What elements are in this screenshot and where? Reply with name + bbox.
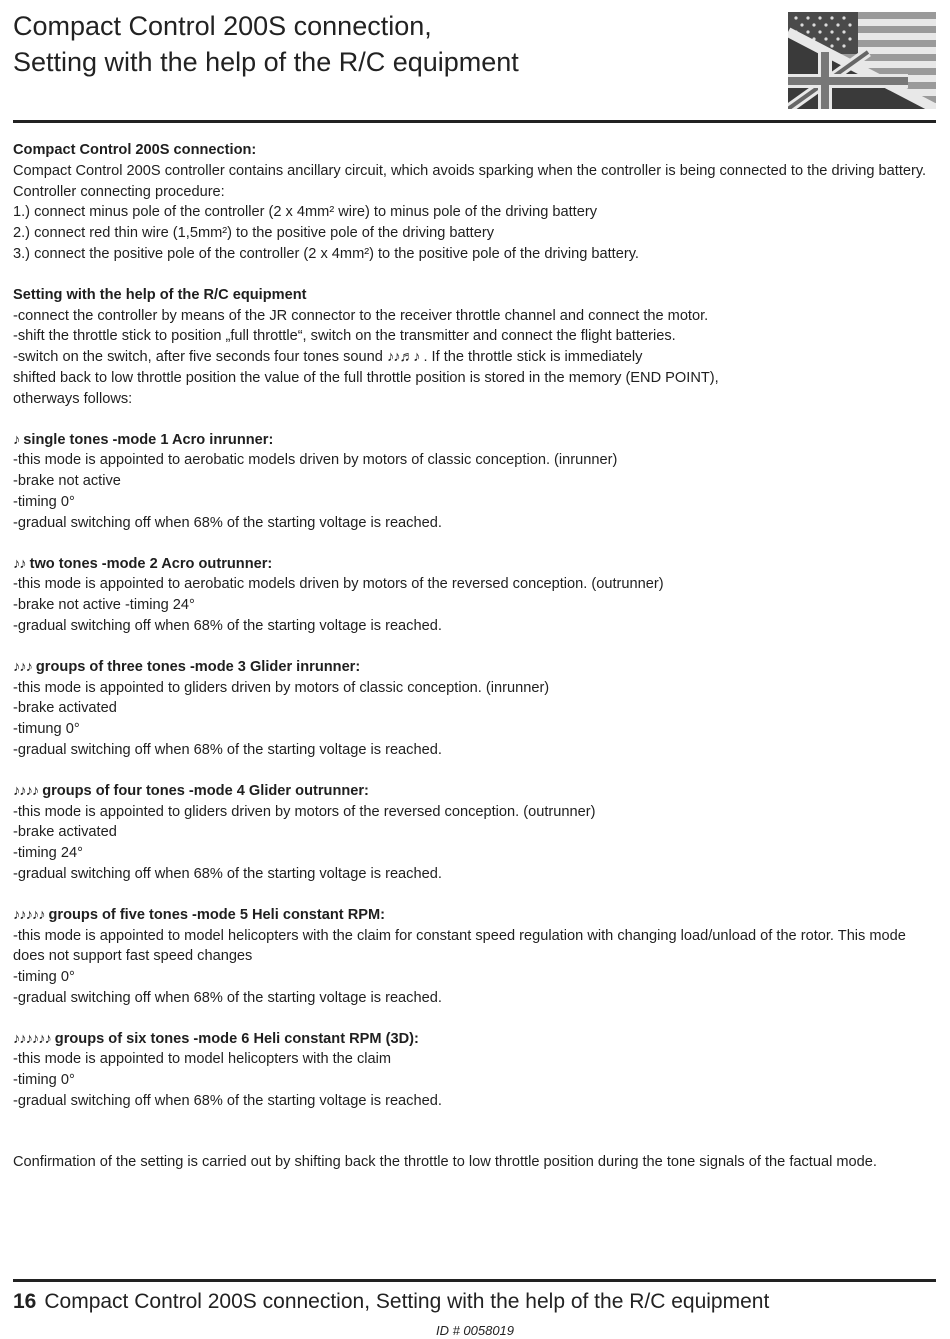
page-title: Compact Control 200S connection, Setting with the help of the R/C equipment — [13, 11, 519, 77]
procedure-step: 3.) connect the positive pole of the controller (2 x 4mm²) to the positive pole of the driving battery. — [13, 245, 639, 262]
connection-intro: Compact Control 200S controller contains ancillary circuit, which avoids sparking when the controller is being connected to the driving battery. — [13, 162, 927, 179]
mode-line: -brake not active -timing 24° — [13, 597, 195, 614]
tones-text-post: . If the throttle stick is immediately — [423, 349, 643, 366]
footer-title: Compact Control 200S connection, Setting with the help of the R/C equipment — [44, 1290, 770, 1313]
setting-line: otherways follows: — [13, 390, 133, 407]
mode-line: -this mode is appointed to gliders driven by motors of classic conception. (inrunner) — [13, 679, 550, 696]
mode-line: -timing 24° — [13, 845, 83, 862]
setting-line: -shift the throttle stick to position „full throttle“, switch on the transmitter and connect the flight batteries. — [13, 328, 676, 345]
uk-us-flag-icon — [788, 12, 936, 109]
mode-line: -timing 0° — [13, 1072, 75, 1089]
footer-divider — [13, 1279, 936, 1282]
mode-heading — [13, 554, 933, 575]
mode-line: -this mode is appointed to model helicopters with the claim — [13, 1051, 392, 1068]
mode-line: -timing 0° — [13, 493, 75, 510]
mode-5-section — [13, 905, 933, 1009]
mode-line: -this mode is appointed to gliders driven by motors of the reversed conception. (outrunner) — [13, 803, 596, 820]
tones-text-pre: -switch on the switch, after five seconds four tones sound — [13, 349, 387, 366]
music-note-icon: ♪♪♪♪♪♪ — [13, 1030, 51, 1047]
procedure-label: Controller connecting procedure: — [13, 183, 225, 200]
document-body — [13, 140, 933, 1173]
mode-line: -this mode is appointed to aerobatic models driven by motors of the reversed conception. (outrunner) — [13, 576, 664, 593]
confirmation-text: Confirmation of the setting is carried out by shifting back the throttle to low throttle position during the tone signals of the factual mode. — [13, 1153, 877, 1170]
document-id: ID # 0058019 — [435, 1323, 515, 1338]
setting-heading: Setting with the help of the R/C equipment — [13, 286, 307, 303]
music-note-icon: ♪♪♪ — [13, 658, 32, 675]
setting-section — [13, 285, 933, 410]
mode-2-section — [13, 554, 933, 637]
music-note-icon: ♪♪♪♪♪ — [13, 906, 45, 923]
mode-line: -timung 0° — [13, 721, 80, 738]
mode-title: groups of four tones -mode 4 Glider outrunner: — [42, 782, 369, 799]
mode-line: -this mode is appointed to model helicopters with the claim for constant speed regulation with changing load/unload of the rotor. This mode does not support fast speed changes — [13, 927, 906, 965]
mode-heading — [13, 905, 933, 926]
mode-line: -gradual switching off when 68% of the starting voltage is reached. — [13, 989, 442, 1006]
mode-line: -gradual switching off when 68% of the starting voltage is reached. — [13, 514, 442, 531]
connection-heading: Compact Control 200S connection: — [13, 142, 257, 158]
mode-line: -gradual switching off when 68% of the starting voltage is reached. — [13, 617, 442, 634]
mode-line: -brake not active — [13, 473, 121, 490]
mode-heading — [13, 657, 933, 678]
page-number: 16 — [13, 1290, 37, 1313]
mode-heading — [13, 430, 933, 451]
mode-line: -gradual switching off when 68% of the starting voltage is reached. — [13, 865, 442, 882]
mode-title: single tones -mode 1 Acro inrunner: — [23, 431, 274, 448]
mode-title: two tones -mode 2 Acro outrunner: — [29, 555, 273, 572]
mode-line: -gradual switching off when 68% of the starting voltage is reached. — [13, 741, 442, 758]
mode-title: groups of five tones -mode 5 Heli constant RPM: — [48, 906, 385, 923]
mode-line: -timing 0° — [13, 969, 75, 986]
mode-heading — [13, 781, 933, 802]
music-note-icon: ♪♪ — [13, 555, 26, 572]
setting-line — [13, 347, 933, 368]
mode-heading — [13, 1029, 933, 1050]
mode-1-section — [13, 430, 933, 534]
page-footer — [13, 1288, 933, 1316]
music-note-icon: ♪ — [13, 431, 20, 448]
music-notes-icon: ♪♪♬♪ — [386, 349, 420, 366]
mode-line: -brake activated — [13, 824, 117, 841]
mode-line: -this mode is appointed to aerobatic models driven by motors of classic conception. (inrunner) — [13, 452, 618, 469]
mode-line: -brake activated — [13, 700, 117, 717]
mode-3-section — [13, 657, 933, 761]
procedure-step: 1.) connect minus pole of the controller (2 x 4mm² wire) to minus pole of the driving battery — [13, 204, 598, 221]
header-divider — [13, 120, 936, 123]
mode-6-section — [13, 1029, 933, 1112]
setting-line: shifted back to low throttle position the value of the full throttle position is stored in the memory (END POINT), — [13, 369, 719, 386]
setting-line: -connect the controller by means of the JR connector to the receiver throttle channel and connect the motor. — [13, 307, 709, 324]
procedure-step: 2.) connect red thin wire (1,5mm²) to the positive pole of the driving battery — [13, 225, 495, 242]
music-note-icon: ♪♪♪♪ — [13, 782, 39, 799]
mode-title: groups of three tones -mode 3 Glider inrunner: — [35, 658, 361, 675]
mode-line: -gradual switching off when 68% of the starting voltage is reached. — [13, 1093, 442, 1110]
connection-section — [13, 140, 933, 265]
mode-title: groups of six tones -mode 6 Heli constant RPM (3D): — [54, 1030, 419, 1047]
mode-4-section — [13, 781, 933, 885]
